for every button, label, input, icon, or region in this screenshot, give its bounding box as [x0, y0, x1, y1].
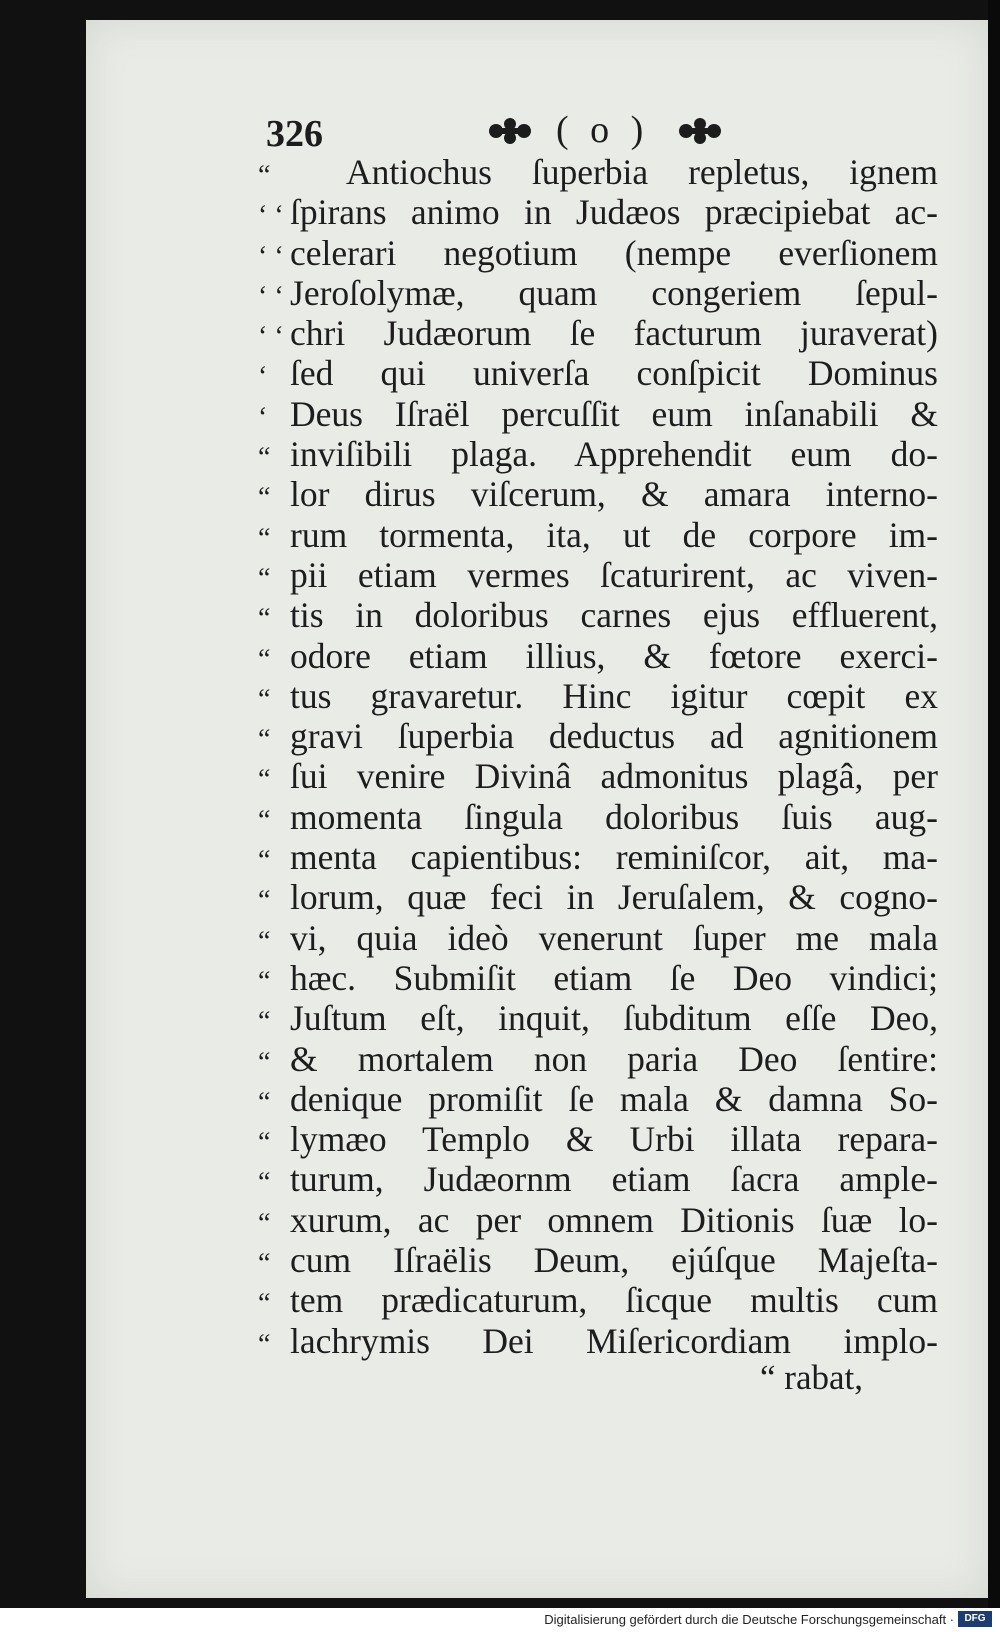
- text-line: [258, 1079, 938, 1119]
- text-line: [258, 1280, 938, 1320]
- text-line: [258, 797, 938, 837]
- text-line: [258, 555, 938, 595]
- line-text: odore etiam illius, & fœtore exerci-: [290, 635, 938, 676]
- digitization-footer: [0, 1608, 1000, 1632]
- quote-mark: “: [258, 804, 271, 836]
- line-text: & mortalem non paria Deo ſentire:: [290, 1038, 938, 1079]
- line-text: ſpirans animo in Judæos præcipiebat ac-: [290, 192, 938, 233]
- quote-mark: ‘: [258, 401, 268, 433]
- fleuron-ornament-icon: [676, 114, 724, 148]
- text-line: [258, 273, 938, 313]
- text-line: [258, 515, 938, 555]
- line-text: denique promiſit ſe mala & damna So-: [290, 1078, 938, 1119]
- text-line: [258, 233, 938, 273]
- line-text: cum Iſraëlis Deum, ejúſque Majeſta-: [290, 1240, 938, 1281]
- quote-mark: “: [258, 603, 271, 635]
- header-signature: ( o ): [556, 109, 650, 151]
- quote-mark: “: [258, 160, 271, 191]
- text-line: [258, 837, 938, 877]
- line-text: chri Judæorum ſe facturum juraverat): [290, 313, 938, 354]
- text-line: [258, 636, 938, 676]
- text-line: [258, 716, 938, 756]
- line-text: celerari negotium (nempe everſionem: [290, 232, 938, 273]
- quote-mark: “: [258, 562, 271, 594]
- quote-mark: ‘: [258, 361, 268, 393]
- catchword: “ rabat,: [760, 1358, 863, 1397]
- quote-mark: ‘ ‘: [258, 280, 284, 312]
- quote-mark: ‘ ‘: [258, 200, 284, 232]
- text-line: [258, 877, 938, 917]
- line-text: pii etiam vermes ſcaturirent, ac viven-: [290, 554, 938, 595]
- quote-mark: “: [258, 885, 271, 917]
- quote-mark: “: [258, 1248, 271, 1280]
- quote-mark: “: [258, 482, 271, 514]
- text-line: [258, 434, 938, 474]
- text-line: [258, 998, 938, 1038]
- quote-mark: “: [258, 1086, 271, 1118]
- page-header: [266, 108, 906, 154]
- line-text: menta capientibus: reminiſcor, ait, ma-: [290, 837, 938, 878]
- quote-mark: “: [258, 1127, 271, 1159]
- quote-mark: “: [258, 764, 271, 796]
- quote-mark: “: [258, 925, 271, 957]
- line-text: Antiochus ſuperbia repletus, ignem: [346, 152, 938, 192]
- text-line: [258, 1039, 938, 1079]
- text-line: [258, 1119, 938, 1159]
- text-line: [258, 1240, 938, 1280]
- line-text: lor dirus viſcerum, & amara interno-: [290, 474, 938, 515]
- text-line: [258, 676, 938, 716]
- footer-credit: Digitalisierung gefördert durch die Deutsche Forschungsgemeinschaft ·: [544, 1612, 954, 1627]
- text-line: [258, 313, 938, 353]
- line-text: ſui venire Divinâ admonitus plagâ, per: [290, 756, 938, 797]
- quote-mark: “: [258, 1288, 271, 1320]
- quote-mark: “: [258, 1046, 271, 1078]
- line-text: lachrymis Dei Miſericordiam implo-: [290, 1320, 938, 1361]
- line-text: tus gravaretur. Hinc igitur cœpit ex: [290, 675, 938, 716]
- quote-mark: “: [258, 1006, 271, 1038]
- text-line: [258, 394, 938, 434]
- line-text: inviſibili plaga. Apprehendit eum do-: [290, 434, 938, 475]
- line-text: xurum, ac per omnem Ditionis ſuæ lo-: [290, 1199, 938, 1240]
- quote-mark: “: [258, 845, 271, 877]
- line-text: hæc. Submiſit etiam ſe Deo vindici;: [290, 957, 938, 998]
- quote-mark: “: [258, 724, 271, 756]
- quote-mark: “: [258, 442, 271, 474]
- quote-mark: “: [258, 1167, 271, 1199]
- text-line: [258, 192, 938, 232]
- quote-mark: “: [258, 522, 271, 554]
- text-line: [258, 474, 938, 514]
- line-text: Jeroſolymæ, quam congeriem ſepul-: [290, 272, 938, 313]
- line-text: lymæo Templo & Urbi illata repara-: [290, 1119, 938, 1160]
- quote-mark: ‘ ‘: [258, 240, 284, 272]
- line-text: tem prædicaturum, ſicque multis cum: [290, 1280, 938, 1321]
- line-text: Deus Iſraël percuſſit eum inſanabili &: [290, 393, 938, 434]
- text-line: [258, 958, 938, 998]
- dfg-logo-icon: DFG: [958, 1611, 992, 1627]
- text-line: [258, 152, 938, 192]
- quote-mark: “: [258, 1328, 271, 1360]
- text-line: [258, 353, 938, 393]
- quote-mark: “: [258, 643, 271, 675]
- line-text: ſed qui univerſa conſpicit Dominus: [290, 353, 938, 394]
- line-text: rum tormenta, ita, ut de corpore im-: [290, 514, 938, 555]
- text-line: [258, 595, 938, 635]
- quote-mark: ‘ ‘: [258, 321, 284, 353]
- scan-border: [988, 0, 1000, 1608]
- text-line: [258, 918, 938, 958]
- text-line: [258, 1159, 938, 1199]
- text-line: [258, 1321, 938, 1361]
- quote-mark: “: [258, 965, 271, 997]
- text-line: [258, 756, 938, 796]
- quote-mark: “: [258, 683, 271, 715]
- line-text: turum, Judæornm etiam ſacra ample-: [290, 1159, 938, 1200]
- line-text: lorum, quæ feci in Jeruſalem, & cogno-: [290, 877, 938, 918]
- fleuron-ornament-icon: [486, 114, 534, 148]
- text-line: [258, 1200, 938, 1240]
- body-text: [258, 152, 938, 1361]
- quote-mark: “: [258, 1207, 271, 1239]
- page-number: 326: [266, 113, 323, 155]
- line-text: vi, quia ideò venerunt ſuper me mala: [290, 917, 938, 958]
- line-text: gravi ſuperbia deductus ad agnitionem: [290, 716, 938, 757]
- line-text: tis in doloribus carnes ejus effluerent,: [290, 595, 938, 636]
- line-text: Juſtum eſt, inquit, ſubditum eſſe Deo,: [290, 998, 938, 1039]
- line-text: momenta ſingula doloribus ſuis aug-: [290, 796, 938, 837]
